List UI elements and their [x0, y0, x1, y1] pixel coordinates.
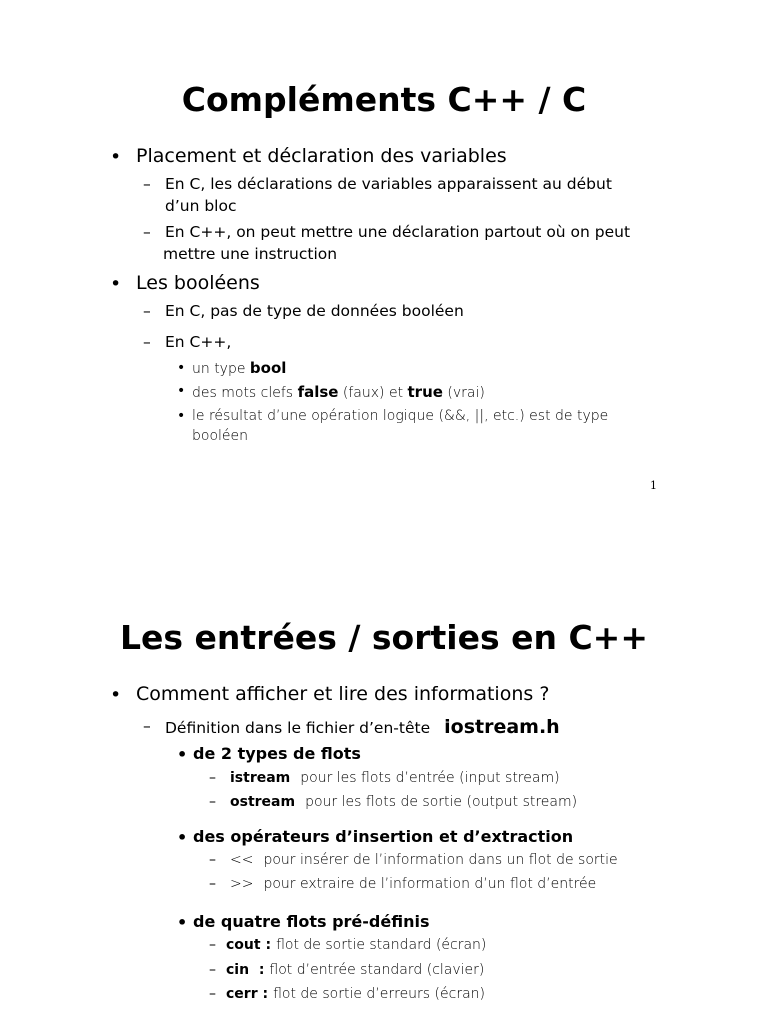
dash-icon: – [209, 986, 216, 1002]
bullet-afficher-lire: Comment afficher et lire des informations ? [136, 683, 550, 705]
item-cin-text: flot d’entrée standard (clavier) [269, 962, 485, 978]
item-extraction-operator [230, 876, 596, 892]
item-keywords-false: false [297, 383, 339, 401]
item-cerr-text: flot de sortie d’erreurs (écran) [273, 986, 485, 1002]
item-cout-keyword: cout : [226, 937, 272, 953]
item-istream [230, 770, 560, 786]
dash-icon: – [209, 876, 216, 892]
bullet-icon: • [177, 408, 186, 424]
dash-icon: – [143, 717, 151, 735]
item-extraction-symbol: >> [230, 876, 254, 892]
item-ostream-keyword: ostream [230, 794, 296, 810]
bullet-icon: • [177, 745, 188, 764]
dash-icon: – [143, 333, 151, 351]
group-predefined-streams: de quatre flots pré-définis [193, 912, 430, 931]
item-insertion-operator [230, 852, 618, 868]
bullet-icon: • [177, 360, 186, 376]
dash-icon: – [143, 302, 151, 320]
item-keywords-text-mid: (faux) et [338, 385, 408, 401]
sub-bullet-c-declarations-line2: d’un bloc [165, 197, 237, 215]
sub-bullet-c-no-bool: En C, pas de type de données booléen [165, 302, 464, 320]
item-cin [226, 962, 484, 978]
bullet-placement: Placement et déclaration des variables [136, 145, 507, 167]
item-cerr-keyword: cerr : [226, 986, 269, 1002]
sub-bullet-cpp-declarations-line1: En C++, on peut mettre une déclaration partout où on peut [165, 223, 631, 241]
item-insertion-symbol: << [230, 852, 254, 868]
definition-text: Définition dans le fichier d’en-tête [165, 719, 431, 737]
dash-icon: – [209, 794, 216, 810]
item-logical-result-line1: le résultat d’une opération logique (&&, ||, etc.) est de type [192, 408, 609, 424]
item-cout-text: flot de sortie standard (écran) [276, 937, 487, 953]
bullet-booleens: Les booléens [136, 272, 260, 294]
bullet-icon: • [177, 383, 186, 399]
item-istream-text: pour les flots d’entrée (input stream) [300, 770, 560, 786]
item-ostream [230, 794, 577, 810]
slide-2-title: Les entrées / sorties en C++ [120, 618, 648, 657]
item-keywords-text-post: (vrai) [442, 385, 485, 401]
slide-1-title: Compléments C++ / C [181, 80, 587, 119]
item-type-bool-keyword: bool [249, 359, 287, 377]
item-keywords-text-pre: des mots clefs [192, 385, 298, 401]
definition-header-file: iostream.h [444, 716, 560, 738]
item-keywords-true: true [407, 383, 443, 401]
item-type-bool-text: un type [192, 361, 250, 377]
sub-bullet-c-declarations-line1: En C, les déclarations de variables apparaissent au début [165, 175, 612, 193]
item-istream-keyword: istream [230, 770, 291, 786]
sub-bullet-cpp-declarations-line2: mettre une instruction [163, 245, 338, 263]
sub-bullet-definition [165, 716, 560, 738]
item-ostream-text: pour les flots de sortie (output stream) [305, 794, 578, 810]
bullet-icon: • [177, 828, 188, 847]
dash-icon: – [209, 962, 216, 978]
bullet-icon: • [110, 684, 122, 706]
dash-icon: – [209, 937, 216, 953]
dash-icon: – [209, 770, 216, 786]
item-cin-keyword: cin : [226, 962, 265, 978]
sub-bullet-cpp: En C++, [165, 333, 232, 351]
item-extraction-text: pour extraire de l’information d’un flot d’entrée [263, 876, 597, 892]
item-insertion-text: pour insérer de l’information dans un flot de sortie [263, 852, 618, 868]
dash-icon: – [209, 852, 216, 868]
dash-icon: – [143, 175, 151, 193]
group-operators: des opérateurs d’insertion et d’extraction [193, 827, 574, 846]
item-logical-result-line2: booléen [192, 428, 249, 444]
item-cout [226, 937, 486, 953]
dash-icon: – [143, 223, 151, 241]
item-cerr [226, 986, 485, 1002]
bullet-icon: • [110, 273, 122, 295]
bullet-icon: • [110, 146, 122, 168]
page-number: 1 [650, 479, 657, 492]
group-flot-types: de 2 types de flots [193, 744, 361, 763]
bullet-icon: • [177, 913, 188, 932]
